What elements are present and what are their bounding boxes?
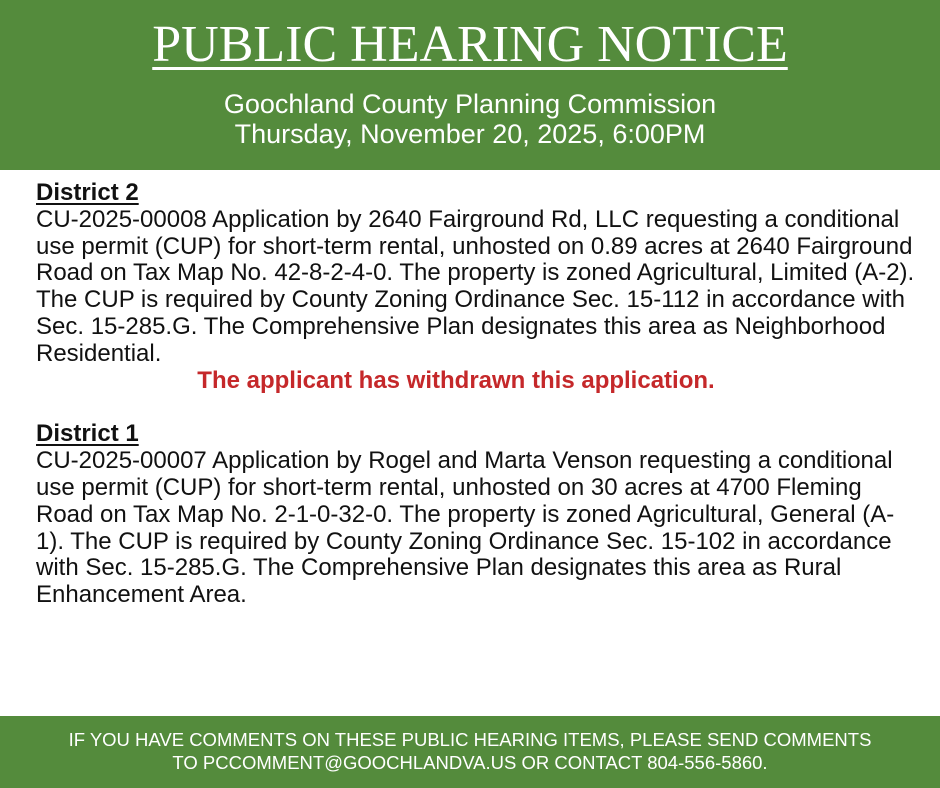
comment-instructions bbox=[0, 716, 940, 774]
withdrawn-notice: The applicant has withdrawn this application. bbox=[197, 366, 715, 394]
application-description: CU-2025-00007 Application by Rogel and Marta Venson requesting a conditional use permit (CUP) for short-term rental, unhosted on 30 acres at 4700 Fleming Road on Tax Map No. 2-1-0-32-0. The property is zoned Agricultural, General (A-1). The CUP is required by County Zoning Ordinance Sec. 15-102 in accordance with Sec. 15-285.G. The Comprehensive Plan designates this area as Rural Enhancement Area. bbox=[36, 447, 895, 609]
notice-item-district-1 bbox=[36, 421, 916, 609]
header-banner bbox=[0, 0, 940, 170]
footer-line-2: TO PCCOMMENT@GOOCHLANDVA.US OR CONTACT 804-556-5860. bbox=[172, 752, 768, 773]
notice-body bbox=[36, 180, 916, 609]
footer-line-1: IF YOU HAVE COMMENTS ON THESE PUBLIC HEARING ITEMS, PLEASE SEND COMMENTS bbox=[68, 729, 872, 750]
commission-name: Goochland County Planning Commission bbox=[223, 89, 717, 119]
meeting-info bbox=[0, 89, 940, 149]
page-title: PUBLIC HEARING NOTICE bbox=[152, 16, 788, 73]
district-heading: District 2 bbox=[36, 179, 139, 206]
footer-banner bbox=[0, 716, 940, 788]
application-description: CU-2025-00008 Application by 2640 Fairground Rd, LLC requesting a conditional use permit (CUP) for short-term rental, unhosted on 0.89 acres at 2640 Fairground Road on Tax Map No. 42-8-2-4-0. The property is zoned Agricultural, Limited (A-2). The CUP is required by County Zoning Ordinance Sec. 15-112 in accordance with Sec. 15-285.G. The Comprehensive Plan designates this area as Neighborhood Residential. bbox=[36, 205, 915, 367]
meeting-datetime: Thursday, November 20, 2025, 6:00PM bbox=[234, 119, 706, 149]
district-heading: District 1 bbox=[36, 420, 139, 448]
notice-item-district-2 bbox=[36, 180, 916, 394]
spacer bbox=[36, 394, 916, 421]
